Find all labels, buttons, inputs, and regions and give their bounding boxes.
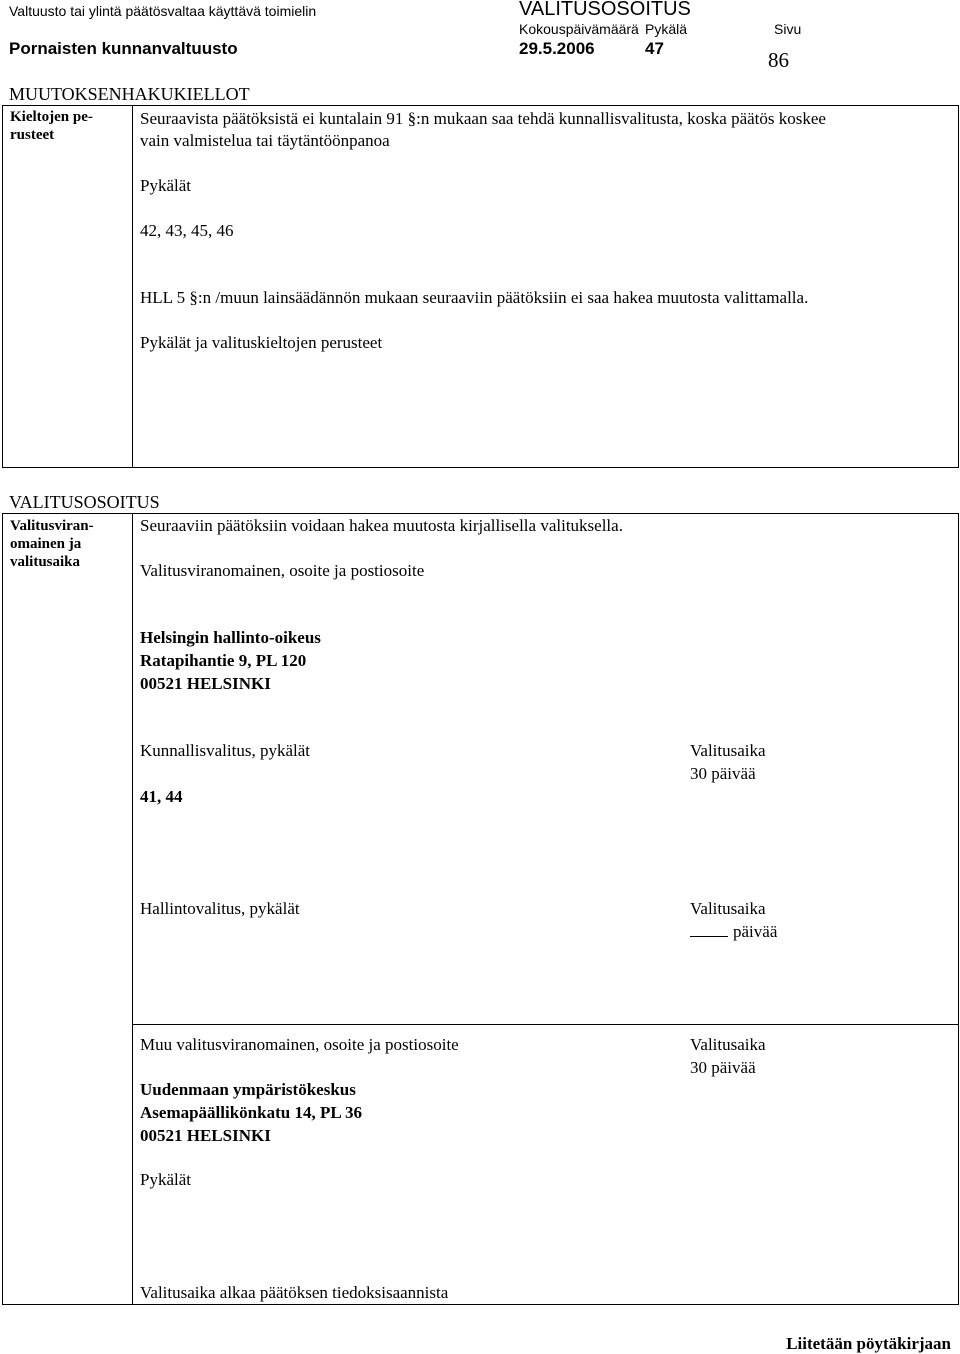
appeal-authority-label: Valitusviran-omainen ja valitusaika	[10, 518, 94, 570]
authority-name: Helsingin hallinto-oikeus	[140, 628, 321, 647]
admin-appeal-days-blank	[690, 922, 728, 937]
appeal-section-title: VALITUSOSOITUS	[9, 492, 160, 512]
meeting-date: 29.5.2006	[519, 39, 595, 58]
bans-frame	[2, 105, 959, 468]
attachment-note: Liitetään pöytäkirjaan	[786, 1334, 951, 1353]
authority-address-label: Valitusviranomainen, osoite ja postiosoite	[140, 561, 425, 580]
other-authority-street: Asemapäällikönkatu 14, PL 36	[140, 1103, 362, 1122]
municipal-appeal-time-label: Valitusaika	[690, 741, 766, 760]
admin-appeal-days-unit: päivää	[733, 922, 778, 941]
authority-street: Ratapihantie 9, PL 120	[140, 651, 307, 670]
body-name: Pornaisten kunnanvaltuusto	[9, 39, 238, 58]
other-authority-time: 30 päivää	[690, 1058, 756, 1077]
municipal-appeal-time: 30 päivää	[690, 764, 756, 783]
document-title: VALITUSOSOITUS	[519, 0, 691, 20]
hll-text: HLL 5 §:n /muun lainsäädännön mukaan seuraaviin päätöksiin ei saa hakea muutosta valittamalla.	[140, 288, 809, 307]
appeal-column-divider	[132, 513, 133, 1305]
organ-type-label: Valtuusto tai ylintä päätösvaltaa käyttävä toimielin	[9, 3, 317, 19]
appeal-period-note: Valitusaika alkaa päätöksen tiedoksisaannista	[140, 1283, 449, 1302]
appeal-top-rule	[2, 513, 959, 514]
other-authority-name: Uudenmaan ympäristökeskus	[140, 1080, 356, 1099]
municipal-appeal-sections: 41, 44	[140, 787, 183, 806]
bans-section-title: MUUTOKSENHAKUKIELLOT	[9, 84, 250, 104]
bans-text-line-2: vain valmistelua tai täytäntöönpanoa	[140, 131, 390, 150]
appeal-right-rule	[958, 513, 959, 1305]
hll-sections-label: Pykälät ja valituskieltojen perusteet	[140, 333, 383, 352]
admin-appeal-label: Hallintovalitus, pykälät	[140, 899, 300, 918]
section-column-label: Pykälä	[645, 21, 688, 37]
appeal-left-rule	[2, 513, 3, 1305]
appeal-bottom-rule	[2, 1304, 959, 1305]
other-authority-label: Muu valitusviranomainen, osoite ja postiosoite	[140, 1035, 459, 1054]
bans-sections: 42, 43, 45, 46	[140, 221, 234, 240]
page-column-label: Sivu	[774, 21, 802, 37]
page-number: 86	[768, 48, 789, 72]
appeal-intro: Seuraaviin päätöksiin voidaan hakea muutosta kirjallisella valituksella.	[140, 516, 623, 535]
admin-appeal-time	[690, 922, 777, 942]
municipal-appeal-label: Kunnallisvalitus, pykälät	[140, 741, 310, 760]
other-authority-sections-label: Pykälät	[140, 1170, 191, 1189]
admin-appeal-time-label: Valitusaika	[690, 899, 766, 918]
other-authority-top-rule	[132, 1024, 959, 1025]
other-authority-city: 00521 HELSINKI	[140, 1126, 271, 1145]
bans-sections-label: Pykälät	[140, 176, 191, 195]
section-number: 47	[645, 39, 664, 58]
bans-text-line-1: Seuraavista päätöksistä ei kuntalain 91 §:n mukaan saa tehdä kunnallisvalitusta, koska päätös koskee	[140, 109, 826, 128]
other-authority-time-label: Valitusaika	[690, 1035, 766, 1054]
bans-grounds-label: Kieltojen pe-rusteet	[10, 109, 93, 143]
bans-column-divider	[132, 105, 133, 468]
meeting-date-column-label: Kokouspäivämäärä	[519, 21, 639, 37]
authority-city: 00521 HELSINKI	[140, 674, 271, 693]
